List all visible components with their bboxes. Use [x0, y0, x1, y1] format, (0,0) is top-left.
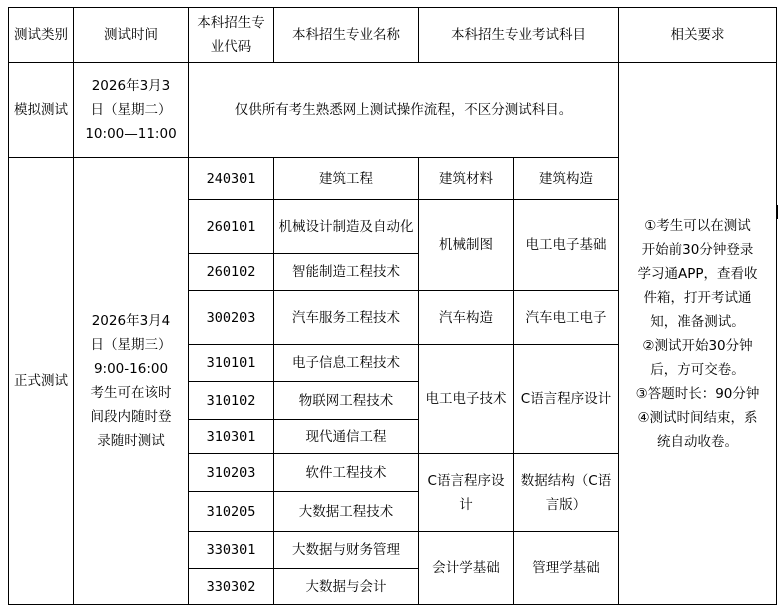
formal-test-type: 正式测试: [9, 158, 74, 605]
formal-time-line: 日（星期三）: [90, 337, 172, 353]
major-name: 物联网工程技术: [274, 382, 419, 420]
requirement-line: 后，方可交卷。: [650, 361, 745, 378]
major-name: 软件工程技术: [274, 454, 419, 492]
exam-subject: 管理学基础: [514, 532, 619, 605]
formal-time-line: 2026年3月4: [91, 313, 171, 329]
requirements-cell: [619, 63, 777, 605]
major-code: 260102: [189, 254, 274, 291]
major-code: 310205: [189, 492, 274, 532]
requirement-line: 开始前30分钟登录: [641, 241, 754, 258]
header-exam-subjects: 本科招生专业考试科目: [419, 8, 619, 63]
major-code: 310102: [189, 382, 274, 420]
header-test-time: 测试时间: [74, 8, 189, 63]
major-name: 现代通信工程: [274, 420, 419, 454]
major-code: 310301: [189, 420, 274, 454]
requirement-line: 学习通APP，查看收: [637, 265, 758, 282]
header-major-name: 本科招生专业名称: [274, 8, 419, 63]
major-name: 建筑工程: [274, 158, 419, 200]
requirement-line: 件箱，打开考试通: [643, 289, 752, 306]
exam-subject: 电工电子基础: [514, 200, 619, 291]
mock-test-time: [74, 63, 189, 158]
major-name: 大数据工程技术: [274, 492, 419, 532]
requirement-line: ④测试时间结束，系: [637, 409, 758, 426]
major-code: 300203: [189, 291, 274, 345]
exam-subject: C语言程序设计: [419, 454, 514, 532]
text-cursor: [776, 205, 778, 219]
formal-time-line: 9:00-16:00: [93, 361, 169, 377]
major-name: 汽车服务工程技术: [274, 291, 419, 345]
major-name: 电子信息工程技术: [274, 345, 419, 382]
exam-schedule-table: [8, 7, 777, 605]
major-code: 330302: [189, 569, 274, 605]
major-code: 310101: [189, 345, 274, 382]
requirement-line: ①考生可以在测试: [644, 217, 751, 234]
mock-test-type: 模拟测试: [9, 63, 74, 158]
major-code: 260101: [189, 200, 274, 254]
header-major-code: 本科招生专业代码: [189, 8, 274, 63]
exam-subject: C语言程序设计: [514, 345, 619, 454]
header-test-type: 测试类别: [9, 8, 74, 63]
mock-test-row: [9, 63, 777, 158]
major-code: 310203: [189, 454, 274, 492]
exam-subject: 建筑构造: [514, 158, 619, 200]
exam-subject: 建筑材料: [419, 158, 514, 200]
formal-time-line: 考生可在该时: [90, 385, 172, 401]
header-requirements: 相关要求: [619, 8, 777, 63]
mock-test-description: 仅供所有考生熟悉网上测试操作流程，不区分测试科目。: [189, 63, 619, 158]
formal-time-line: 录随时测试: [97, 433, 165, 449]
formal-time-line: 间段内随时登: [90, 409, 172, 425]
mock-time-line: 日（星期二）: [90, 102, 172, 118]
exam-subject: 机械制图: [419, 200, 514, 291]
requirement-line: 知，准备测试。: [650, 313, 745, 330]
header-row: [9, 8, 777, 63]
mock-time-line: 10:00—11:00: [85, 126, 177, 142]
formal-test-time: [74, 158, 189, 605]
major-name: 智能制造工程技术: [274, 254, 419, 291]
mock-time-line: 2026年3月3: [91, 78, 171, 94]
exam-subject: 电工电子技术: [419, 345, 514, 454]
exam-subject: 汽车构造: [419, 291, 514, 345]
major-name: 大数据与会计: [274, 569, 419, 605]
exam-subject: 会计学基础: [419, 532, 514, 605]
major-code: 240301: [189, 158, 274, 200]
requirement-line: ②测试开始30分钟: [642, 337, 753, 354]
major-name: 大数据与财务管理: [274, 532, 419, 569]
major-name: 机械设计制造及自动化: [274, 200, 419, 254]
major-code: 330301: [189, 532, 274, 569]
requirement-line: 统自动收卷。: [657, 433, 738, 450]
exam-subject: 汽车电工电子: [514, 291, 619, 345]
exam-subject: 数据结构（C语言版）: [514, 454, 619, 532]
requirement-line: ③答题时长：90分钟: [635, 385, 760, 402]
